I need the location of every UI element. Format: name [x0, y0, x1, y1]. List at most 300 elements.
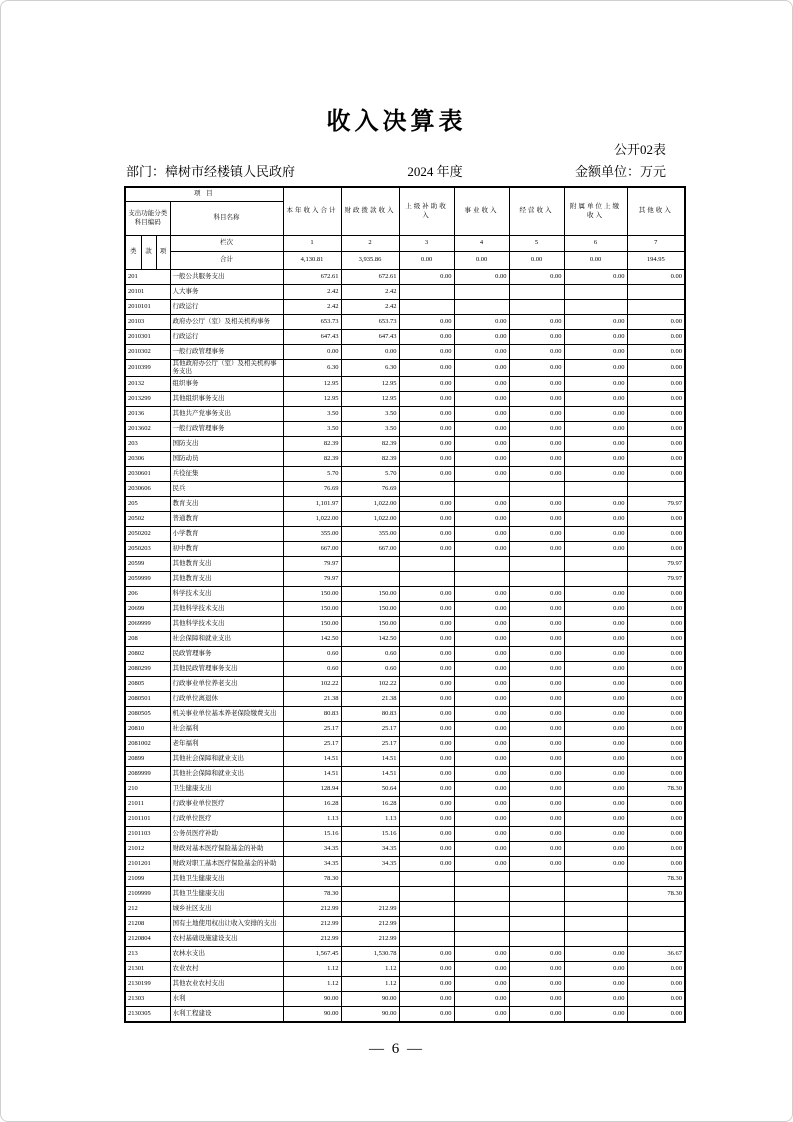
code-sub-kuan: 款 [141, 236, 156, 270]
row-value-cell: 1,022.00 [341, 512, 399, 527]
row-value-cell: 0.00 [627, 992, 685, 1007]
table-row [125, 737, 685, 752]
row-value-cell: 653.73 [341, 315, 399, 330]
row-value-cell: 212.99 [341, 917, 399, 932]
row-value-cell: 5.70 [283, 467, 341, 482]
row-code-cell: 2050202 [125, 527, 170, 542]
row-value-cell [627, 482, 685, 497]
row-value-cell: 90.00 [341, 992, 399, 1007]
table-row [125, 662, 685, 677]
fiscal-year-label: 2024 年度 [407, 164, 463, 179]
row-value-cell [399, 902, 454, 917]
row-name-cell: 一般行政管理事务 [170, 345, 283, 360]
row-value-cell: 0.00 [564, 707, 627, 722]
row-value-cell [509, 902, 564, 917]
row-value-cell: 0.00 [627, 662, 685, 677]
row-value-cell: 0.00 [627, 707, 685, 722]
row-value-cell [509, 300, 564, 315]
column-header-other-income: 其他收入 [627, 187, 685, 236]
row-value-cell: 142.50 [283, 632, 341, 647]
row-value-cell: 1,022.00 [283, 512, 341, 527]
row-value-cell: 0.00 [399, 330, 454, 345]
row-name-cell: 水利工程建设 [170, 1007, 283, 1022]
row-value-cell: 78.30 [627, 782, 685, 797]
row-value-cell: 0.00 [399, 767, 454, 782]
row-value-cell: 0.00 [564, 377, 627, 392]
row-value-cell [509, 887, 564, 902]
row-value-cell: 0.00 [399, 467, 454, 482]
row-name-cell: 小学教育 [170, 527, 283, 542]
row-value-cell: 0.00 [509, 797, 564, 812]
row-value-cell: 0.00 [509, 467, 564, 482]
row-code-cell: 20899 [125, 752, 170, 767]
row-name-cell: 组织事务 [170, 377, 283, 392]
row-value-cell: 0.00 [627, 407, 685, 422]
row-value-cell: 0.00 [627, 722, 685, 737]
row-value-cell: 0.00 [454, 647, 509, 662]
row-name-cell: 行政单位医疗 [170, 812, 283, 827]
row-value-cell: 128.94 [283, 782, 341, 797]
row-value-cell: 0.00 [509, 392, 564, 407]
row-value-cell: 0.00 [564, 632, 627, 647]
row-value-cell: 0.00 [509, 497, 564, 512]
row-value-cell [399, 557, 454, 572]
row-value-cell: 0.00 [509, 1007, 564, 1022]
row-value-cell: 0.00 [564, 407, 627, 422]
row-value-cell: 1,101.97 [283, 497, 341, 512]
row-value-cell: 90.00 [283, 992, 341, 1007]
row-code-cell: 2010399 [125, 360, 170, 377]
row-value-cell: 0.00 [509, 437, 564, 452]
row-name-cell: 其他社会保障和就业支出 [170, 752, 283, 767]
table-row [125, 330, 685, 345]
row-value-cell: 0.00 [399, 602, 454, 617]
row-value-cell [564, 902, 627, 917]
grand-total-value: 0.00 [399, 252, 454, 270]
row-value-cell: 16.28 [341, 797, 399, 812]
row-value-cell: 25.17 [283, 722, 341, 737]
table-meta-row [126, 161, 666, 180]
header-row-lanci [125, 236, 685, 252]
row-value-cell: 0.00 [454, 527, 509, 542]
row-value-cell: 212.99 [341, 932, 399, 947]
row-value-cell: 0.00 [509, 512, 564, 527]
row-value-cell [564, 932, 627, 947]
row-name-cell: 政府办公厅（室）及相关机构事务 [170, 315, 283, 330]
row-value-cell: 0.60 [283, 662, 341, 677]
row-value-cell: 0.60 [283, 647, 341, 662]
row-code-cell: 2130305 [125, 1007, 170, 1022]
row-value-cell: 0.00 [564, 587, 627, 602]
row-value-cell: 0.00 [627, 752, 685, 767]
row-code-cell: 20132 [125, 377, 170, 392]
row-value-cell: 0.00 [564, 437, 627, 452]
column-header-operating-income: 经营收入 [509, 187, 564, 236]
row-code-cell: 2010101 [125, 300, 170, 315]
row-value-cell: 0.00 [399, 977, 454, 992]
row-value-cell: 0.00 [454, 407, 509, 422]
row-value-cell: 647.43 [341, 330, 399, 345]
row-value-cell: 82.39 [283, 452, 341, 467]
row-value-cell [454, 572, 509, 587]
row-code-cell: 2010301 [125, 330, 170, 345]
row-value-cell: 76.69 [283, 482, 341, 497]
row-name-cell: 其他农业农村支出 [170, 977, 283, 992]
row-value-cell: 0.00 [454, 422, 509, 437]
row-value-cell: 82.39 [341, 452, 399, 467]
row-value-cell: 80.83 [283, 707, 341, 722]
row-code-cell: 2101201 [125, 857, 170, 872]
row-value-cell: 0.00 [564, 512, 627, 527]
row-code-cell: 21303 [125, 992, 170, 1007]
row-value-cell: 0.00 [627, 527, 685, 542]
row-value-cell: 0.00 [399, 497, 454, 512]
row-value-cell: 0.00 [399, 587, 454, 602]
table-row [125, 377, 685, 392]
row-name-cell: 一般公共服务支出 [170, 270, 283, 285]
row-code-cell: 21301 [125, 962, 170, 977]
row-value-cell [627, 300, 685, 315]
row-value-cell: 0.00 [399, 270, 454, 285]
row-name-cell: 其他教育支出 [170, 572, 283, 587]
row-code-cell: 2101103 [125, 827, 170, 842]
row-value-cell: 0.00 [564, 345, 627, 360]
row-value-cell [399, 572, 454, 587]
row-value-cell: 0.00 [399, 752, 454, 767]
item-header-cell: 项 目 [125, 187, 283, 202]
row-value-cell: 14.51 [341, 752, 399, 767]
row-value-cell: 0.00 [509, 452, 564, 467]
row-value-cell: 0.00 [627, 737, 685, 752]
row-name-cell: 民政管理事务 [170, 647, 283, 662]
row-name-cell: 教育支出 [170, 497, 283, 512]
row-value-cell: 16.28 [283, 797, 341, 812]
row-value-cell: 15.16 [283, 827, 341, 842]
row-value-cell: 25.17 [341, 722, 399, 737]
table-row [125, 887, 685, 902]
table-row [125, 692, 685, 707]
row-name-cell: 农林水支出 [170, 947, 283, 962]
row-code-cell: 21208 [125, 917, 170, 932]
row-value-cell: 0.00 [454, 270, 509, 285]
row-value-cell [627, 917, 685, 932]
row-code-cell: 2059999 [125, 572, 170, 587]
page-number: — 6 — [369, 1041, 424, 1057]
row-value-cell: 0.00 [627, 767, 685, 782]
row-value-cell: 0.00 [564, 767, 627, 782]
lanci-number: 5 [509, 236, 564, 252]
row-value-cell: 1.12 [283, 962, 341, 977]
row-code-cell: 20805 [125, 677, 170, 692]
row-value-cell: 0.00 [509, 752, 564, 767]
row-value-cell: 0.00 [564, 782, 627, 797]
row-value-cell: 12.95 [283, 377, 341, 392]
row-name-cell: 财政对基本医疗保险基金的补助 [170, 842, 283, 857]
row-value-cell [341, 557, 399, 572]
row-value-cell: 0.00 [564, 467, 627, 482]
row-code-cell: 20802 [125, 647, 170, 662]
row-code-cell: 208 [125, 632, 170, 647]
row-value-cell: 0.00 [509, 812, 564, 827]
row-value-cell [627, 902, 685, 917]
table-row [125, 587, 685, 602]
row-name-cell: 行政事业单位养老支出 [170, 677, 283, 692]
row-name-cell: 初中教育 [170, 542, 283, 557]
row-value-cell: 0.00 [627, 392, 685, 407]
row-value-cell: 21.38 [283, 692, 341, 707]
row-code-cell: 2013299 [125, 392, 170, 407]
row-value-cell: 3.50 [341, 407, 399, 422]
table-row [125, 947, 685, 962]
row-value-cell: 0.00 [564, 315, 627, 330]
row-value-cell: 212.99 [283, 932, 341, 947]
table-row [125, 437, 685, 452]
row-value-cell: 0.00 [399, 812, 454, 827]
row-value-cell [564, 482, 627, 497]
row-value-cell: 0.00 [399, 377, 454, 392]
row-value-cell: 82.39 [341, 437, 399, 452]
lanci-number: 7 [627, 236, 685, 252]
row-value-cell: 0.00 [509, 315, 564, 330]
row-value-cell: 0.00 [627, 512, 685, 527]
row-value-cell: 0.00 [399, 542, 454, 557]
row-code-cell: 201 [125, 270, 170, 285]
row-name-cell: 其他科学技术支出 [170, 602, 283, 617]
row-code-cell: 20599 [125, 557, 170, 572]
row-value-cell: 0.00 [564, 392, 627, 407]
row-value-cell: 21.38 [341, 692, 399, 707]
row-value-cell: 0.00 [399, 617, 454, 632]
row-code-cell: 2050203 [125, 542, 170, 557]
row-value-cell: 0.00 [454, 677, 509, 692]
row-value-cell: 672.61 [341, 270, 399, 285]
row-name-cell: 其他组织事务支出 [170, 392, 283, 407]
table-row [125, 962, 685, 977]
row-value-cell: 102.22 [283, 677, 341, 692]
row-value-cell: 0.00 [509, 377, 564, 392]
row-value-cell: 1.13 [341, 812, 399, 827]
grand-total-value: 194.95 [627, 252, 685, 270]
row-value-cell [399, 300, 454, 315]
row-value-cell: 0.00 [454, 542, 509, 557]
row-value-cell: 0.00 [454, 392, 509, 407]
row-value-cell: 0.00 [564, 662, 627, 677]
row-value-cell: 34.35 [341, 842, 399, 857]
column-header-superior-subsidy: 上级补助收入 [399, 187, 454, 236]
row-name-cell: 城乡社区支出 [170, 902, 283, 917]
table-row [125, 572, 685, 587]
row-code-cell: 2013602 [125, 422, 170, 437]
row-value-cell [399, 917, 454, 932]
row-value-cell: 0.00 [509, 647, 564, 662]
row-value-cell: 78.30 [627, 887, 685, 902]
row-value-cell: 0.00 [454, 437, 509, 452]
row-name-cell: 水利 [170, 992, 283, 1007]
row-value-cell: 0.00 [399, 782, 454, 797]
row-value-cell: 0.00 [564, 692, 627, 707]
row-value-cell: 0.00 [399, 827, 454, 842]
row-value-cell: 212.99 [341, 902, 399, 917]
row-name-cell: 社会福利 [170, 722, 283, 737]
grand-total-value: 0.00 [454, 252, 509, 270]
row-name-cell: 行政事业单位医疗 [170, 797, 283, 812]
lanci-number: 1 [283, 236, 341, 252]
row-name-cell: 国有土地使用权出让收入安排的支出 [170, 917, 283, 932]
code-sub-lei: 类 [125, 236, 141, 270]
row-name-cell: 行政单位离退休 [170, 692, 283, 707]
row-value-cell: 0.00 [509, 527, 564, 542]
public-table-tag: 公开02表 [613, 142, 666, 157]
row-value-cell: 0.00 [454, 512, 509, 527]
table-row [125, 722, 685, 737]
row-value-cell: 76.69 [341, 482, 399, 497]
row-value-cell: 102.22 [341, 677, 399, 692]
row-value-cell: 0.00 [454, 767, 509, 782]
table-row [125, 557, 685, 572]
row-value-cell [454, 557, 509, 572]
row-value-cell: 79.97 [627, 497, 685, 512]
row-name-cell: 农村基础设施建设支出 [170, 932, 283, 947]
row-value-cell: 36.67 [627, 947, 685, 962]
row-value-cell: 0.00 [627, 270, 685, 285]
row-value-cell: 90.00 [283, 1007, 341, 1022]
row-name-cell: 普通教育 [170, 512, 283, 527]
row-value-cell: 0.00 [564, 542, 627, 557]
row-value-cell: 0.00 [509, 782, 564, 797]
table-row [125, 270, 685, 285]
row-value-cell [564, 872, 627, 887]
table-row [125, 767, 685, 782]
row-value-cell: 0.00 [627, 842, 685, 857]
row-value-cell: 79.97 [627, 557, 685, 572]
row-value-cell: 12.95 [341, 377, 399, 392]
row-value-cell: 0.00 [627, 330, 685, 345]
row-value-cell: 0.00 [509, 962, 564, 977]
row-value-cell: 0.00 [564, 962, 627, 977]
row-value-cell: 1.12 [341, 977, 399, 992]
table-row [125, 407, 685, 422]
table-row [125, 827, 685, 842]
row-value-cell: 0.00 [627, 647, 685, 662]
row-value-cell: 0.00 [454, 452, 509, 467]
row-code-cell: 2030606 [125, 482, 170, 497]
table-row [125, 707, 685, 722]
row-code-cell: 21099 [125, 872, 170, 887]
row-value-cell: 0.00 [627, 542, 685, 557]
row-code-cell: 20101 [125, 285, 170, 300]
row-value-cell: 0.00 [454, 602, 509, 617]
grand-total-value: 4,130.81 [283, 252, 341, 270]
row-value-cell: 0.00 [564, 722, 627, 737]
row-value-cell: 0.00 [454, 977, 509, 992]
row-value-cell: 80.83 [341, 707, 399, 722]
row-name-cell: 国防动员 [170, 452, 283, 467]
lanci-label-cell: 栏次 [170, 236, 283, 252]
row-value-cell [564, 557, 627, 572]
row-value-cell [509, 917, 564, 932]
row-value-cell: 653.73 [283, 315, 341, 330]
table-row [125, 812, 685, 827]
table-row [125, 797, 685, 812]
row-name-cell: 民兵 [170, 482, 283, 497]
row-name-cell: 行政运行 [170, 300, 283, 315]
row-value-cell: 34.35 [341, 857, 399, 872]
row-value-cell: 0.00 [399, 407, 454, 422]
row-value-cell: 0.00 [564, 602, 627, 617]
row-value-cell: 0.00 [564, 422, 627, 437]
row-value-cell: 0.00 [509, 602, 564, 617]
row-value-cell: 0.00 [627, 797, 685, 812]
row-value-cell: 1.13 [283, 812, 341, 827]
row-value-cell: 5.70 [341, 467, 399, 482]
row-value-cell: 0.00 [564, 677, 627, 692]
row-value-cell: 1,022.00 [341, 497, 399, 512]
row-value-cell: 0.00 [627, 617, 685, 632]
row-code-cell: 20136 [125, 407, 170, 422]
code-sub-xiang: 项 [156, 236, 170, 270]
row-value-cell [509, 872, 564, 887]
table-row [125, 422, 685, 437]
grand-total-label-cell: 合计 [170, 252, 283, 270]
row-value-cell: 212.99 [283, 902, 341, 917]
row-value-cell [399, 887, 454, 902]
table-row [125, 842, 685, 857]
table-row [125, 345, 685, 360]
row-code-cell: 20103 [125, 315, 170, 330]
row-value-cell: 0.00 [454, 782, 509, 797]
table-row [125, 452, 685, 467]
row-value-cell: 0.00 [627, 692, 685, 707]
row-value-cell: 0.00 [627, 677, 685, 692]
row-value-cell: 0.00 [454, 662, 509, 677]
row-value-cell: 3.50 [341, 422, 399, 437]
row-value-cell: 0.00 [509, 827, 564, 842]
row-value-cell: 0.00 [627, 602, 685, 617]
row-value-cell: 3.50 [283, 407, 341, 422]
row-code-cell: 2081002 [125, 737, 170, 752]
row-name-cell: 人大事务 [170, 285, 283, 300]
row-value-cell: 0.00 [399, 437, 454, 452]
row-value-cell: 34.35 [283, 842, 341, 857]
row-value-cell: 15.16 [341, 827, 399, 842]
row-value-cell [509, 572, 564, 587]
table-row [125, 977, 685, 992]
row-value-cell: 0.00 [399, 512, 454, 527]
row-code-cell: 2120804 [125, 932, 170, 947]
row-name-cell: 其他民政管理事务支出 [170, 662, 283, 677]
table-row [125, 315, 685, 330]
row-value-cell: 0.00 [627, 1007, 685, 1022]
row-value-cell: 0.00 [627, 632, 685, 647]
row-value-cell: 0.00 [627, 812, 685, 827]
row-code-cell: 206 [125, 587, 170, 602]
table-row [125, 1007, 685, 1022]
row-name-cell: 卫生健康支出 [170, 782, 283, 797]
row-value-cell: 14.51 [283, 752, 341, 767]
row-value-cell [454, 872, 509, 887]
row-value-cell: 0.60 [341, 662, 399, 677]
row-value-cell: 0.00 [454, 962, 509, 977]
row-value-cell: 0.00 [627, 857, 685, 872]
table-row [125, 857, 685, 872]
row-value-cell: 0.00 [399, 857, 454, 872]
table-row [125, 932, 685, 947]
row-value-cell: 78.30 [627, 872, 685, 887]
row-value-cell: 82.39 [283, 437, 341, 452]
table-row [125, 512, 685, 527]
row-value-cell: 0.00 [564, 617, 627, 632]
row-value-cell [627, 285, 685, 300]
